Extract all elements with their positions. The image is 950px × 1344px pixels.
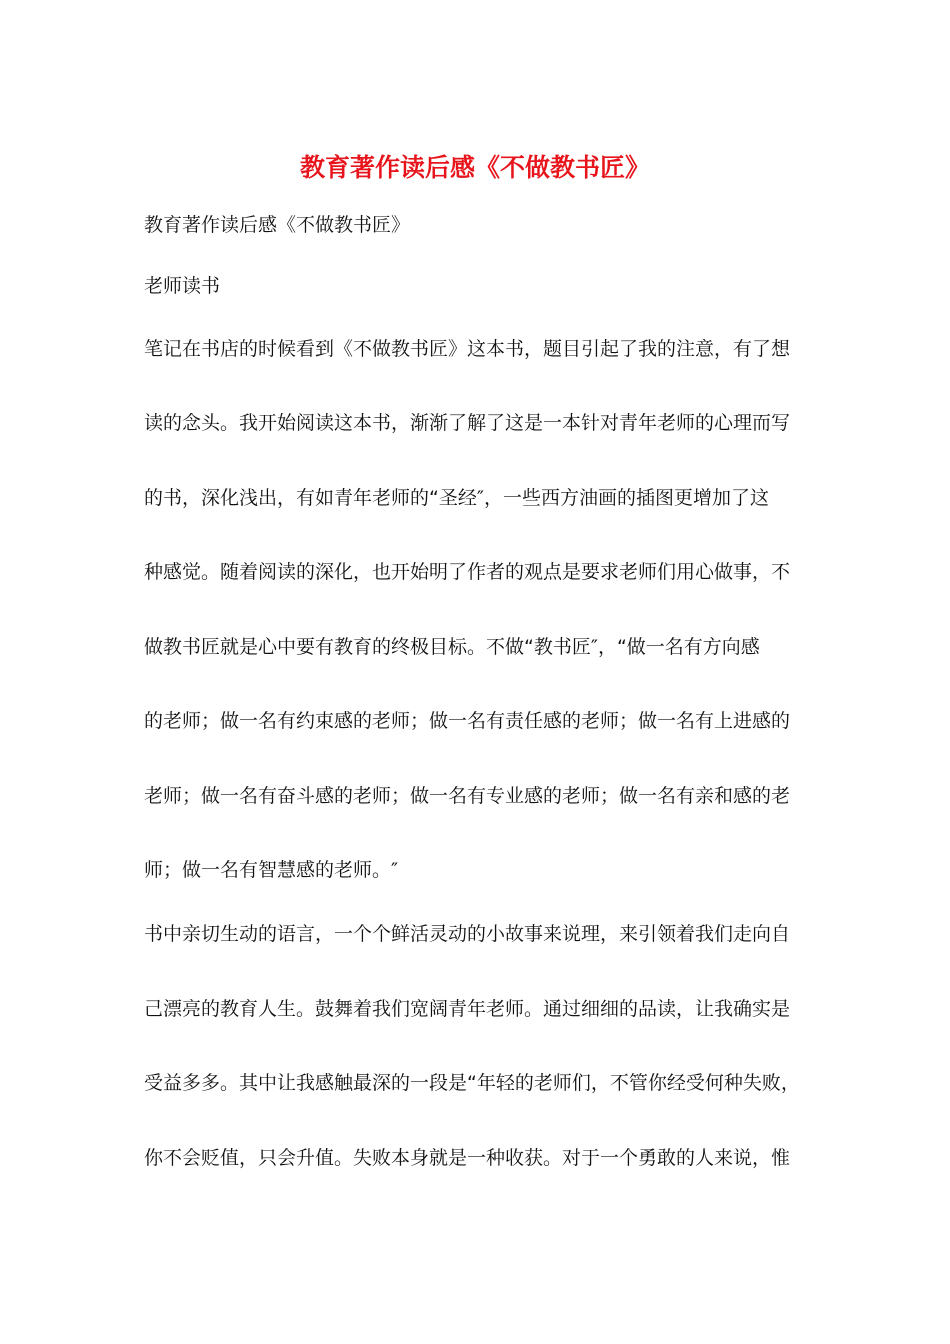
paragraph-line: 书中亲切生动的语言，一个个鲜活灵动的小故事来说理，来引领着我们走向自: [144, 923, 791, 945]
paragraph-line: 的书，深化浅出，有如青年老师的“圣经″，一些西方油画的插图更增加了这: [144, 487, 769, 509]
paragraph-line: 你不会贬值，只会升值。失败本身就是一种收获。对于一个勇敢的人来说，惟: [144, 1147, 791, 1169]
paragraph-line: 种感觉。随着阅读的深化，也开始明了作者的观点是要求老师们用心做事，不: [144, 561, 791, 583]
paragraph-line: 笔记在书店的时候看到《不做教书匠》这本书，题目引起了我的注意，有了想: [144, 338, 791, 360]
subtitle-line: 教育著作读后感《不做教书匠》: [144, 214, 411, 236]
paragraph-line: 的老师；做一名有约束感的老师；做一名有责任感的老师；做一名有上进感的: [144, 710, 791, 732]
paragraph-line: 做教书匠就是心中要有教育的终极目标。不做“教书匠″，“做一名有方向感: [144, 636, 760, 658]
paragraph-line: 受益多多。其中让我感触最深的一段是“年轻的老师们，不管你经受何种失败，: [144, 1072, 800, 1094]
paragraph-line: 读的念头。我开始阅读这本书，渐渐了解了这是一本针对青年老师的心理而写: [144, 412, 791, 434]
paragraph-line: 老师；做一名有奋斗感的老师；做一名有专业感的老师；做一名有亲和感的老: [144, 785, 791, 807]
paragraph-line: 己漂亮的教育人生。鼓舞着我们宽阔青年老师。通过细细的品读，让我确实是: [144, 998, 791, 1020]
paragraph-line: 师；做一名有智慧感的老师。″: [144, 859, 399, 881]
section-label: 老师读书: [144, 275, 221, 297]
document-title: 教育著作读后感《不做教书匠》: [299, 153, 650, 182]
